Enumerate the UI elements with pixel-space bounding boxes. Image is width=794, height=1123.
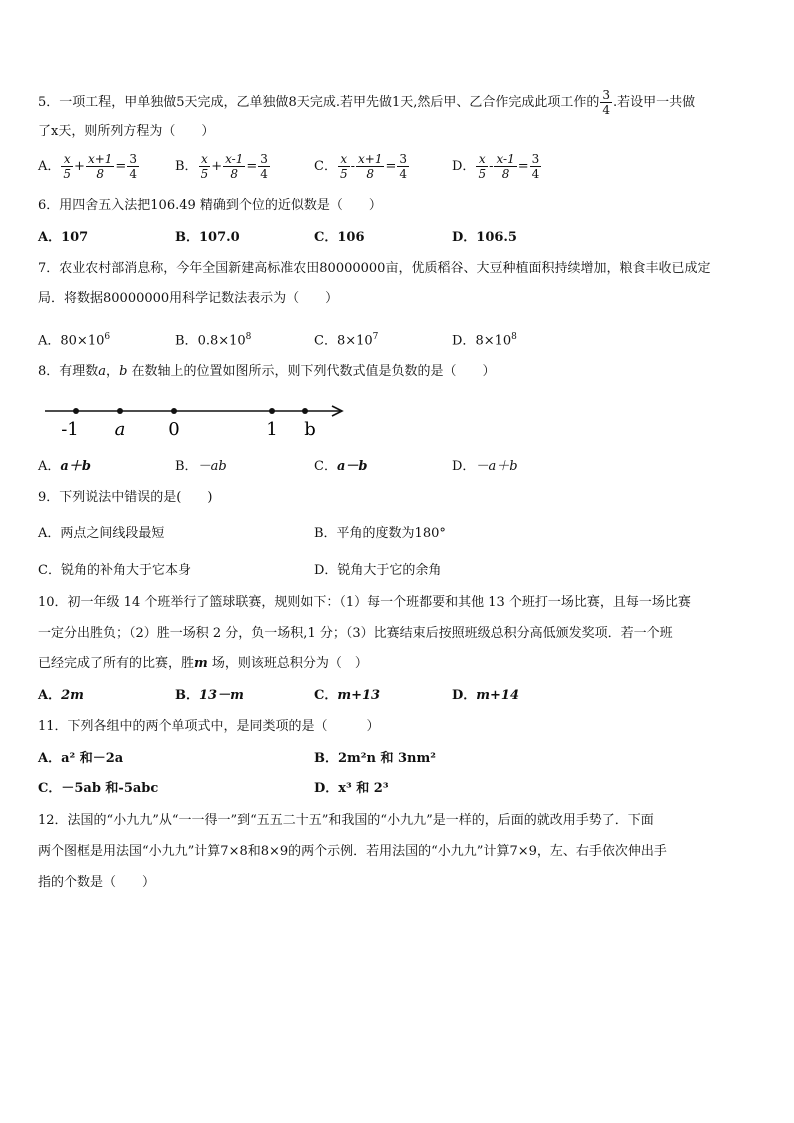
q7-line2: 局．将数据80000000用科学记数法表示为（ ） xyxy=(38,291,339,306)
q7-option-b: B．$0.8\times 10^8$ xyxy=(175,332,252,349)
q10-line2: 一定分出胜负；（2）胜一场积 2 分，负一场积,1 分；（3）比赛结束后按照班级总积分高低颁发奖项．若一个班 xyxy=(38,626,673,641)
q7-option-d: D．$8\times 10^8$ xyxy=(452,332,517,349)
point-neg-one xyxy=(73,408,79,414)
q10-line3: 已经完成了所有的比赛，胜m 场，则该班总积分为（ ） xyxy=(38,656,368,671)
label-a: a xyxy=(114,419,126,440)
q5-option-d: D． $\frac{x}{5}$ - $\frac{x-1}{8}$ = $\frac{3}{4}$ xyxy=(452,152,540,181)
q9-option-a: A．两点之间线段最短 xyxy=(38,526,165,541)
q6-option-a: A．107 xyxy=(38,230,89,245)
q10-option-c: C．m+13 xyxy=(314,688,381,703)
q7-line1: 7．农业农村部消息称，今年全国新建高标准农田80000000亩，优质稻谷、大豆种植面积持续增加，粮食丰收已成定 xyxy=(38,261,711,276)
q11-option-a: A．a² 和－2a xyxy=(38,751,124,766)
label-zero: 0 xyxy=(168,419,180,440)
q7-option-c: C．$8\times 10^7$ xyxy=(314,332,379,349)
q12-line1: 12．法国的“小九九”从“一一得一”到“五五二十五”和我国的“小九九”是一样的，后面的就改用手势了．下面 xyxy=(38,813,654,828)
q9-option-c: C．锐角的补角大于它本身 xyxy=(38,563,191,578)
q5-fraction: $\frac{3}{4}$ xyxy=(602,88,610,117)
q11-option-d: D．x³ 和 2³ xyxy=(314,781,389,796)
q5-option-b: B． $\frac{x}{5}$ + $\frac{x-1}{8}$ = $\frac{3}{4}$ xyxy=(175,152,268,181)
point-b xyxy=(302,408,308,414)
point-one xyxy=(269,408,275,414)
q6-option-c: C．106 xyxy=(314,230,365,245)
q8-stem: 8．有理数a，b 在数轴上的位置如图所示，则下列代数式值是负数的是（ ） xyxy=(38,364,496,379)
q10-option-d: D．m+14 xyxy=(452,688,520,703)
q10-option-b: B．13－m xyxy=(175,688,244,703)
q6-option-b: B．107.0 xyxy=(175,230,240,245)
q10-option-a: A．2m xyxy=(38,688,84,703)
q8-option-d: D．－a＋b xyxy=(452,459,518,474)
q9-option-d: D．锐角大于它的余角 xyxy=(314,563,442,578)
q7-option-a: A．$80\times 10^6$ xyxy=(38,332,111,349)
q9-stem: 9．下列说法中错误的是( ) xyxy=(38,490,213,505)
q5-option-c: C． $\frac{x}{5}$ - $\frac{x+1}{8}$ = $\frac{3}{4}$ xyxy=(314,152,408,181)
q6-option-d: D．106.5 xyxy=(452,230,517,245)
label-one: 1 xyxy=(266,419,278,440)
q11-option-c: C．－5ab 和-5abc xyxy=(38,781,159,796)
q5-line1 xyxy=(38,88,695,117)
point-a xyxy=(117,408,123,414)
q8-option-b: B．－ab xyxy=(175,459,227,474)
q5-text-b: .若设甲一共做 xyxy=(613,95,696,110)
q5-text-a: 5．一项工程，甲单独做5天完成，乙单独做8天完成.若甲先做1天,然后甲、乙合作完成此项工作的 xyxy=(38,95,600,110)
label-b: b xyxy=(304,419,316,440)
label-neg-one: -1 xyxy=(61,419,79,440)
q12-line3: 指的个数是（ ） xyxy=(38,875,156,890)
q5-line2: 了x天，则所列方程为（ ） xyxy=(38,124,215,139)
number-line-figure xyxy=(40,398,350,440)
q11-option-b: B．2m²n 和 3nm² xyxy=(314,751,436,766)
q8-option-a: A．a＋b xyxy=(38,459,91,474)
q5-option-a: A． $\frac{x}{5}$ + $\frac{x+1}{8}$ = $\frac{3}{4}$ xyxy=(38,152,137,181)
q6-stem: 6．用四舍五入法把106.49 精确到个位的近似数是（ ） xyxy=(38,198,382,213)
q10-line1: 10．初一年级 14 个班举行了篮球联赛，规则如下：（1）每一个班都要和其他 13 个班打一场比赛，且每一场比赛 xyxy=(38,595,691,610)
q11-stem: 11．下列各组中的两个单项式中，是同类项的是（ ） xyxy=(38,719,380,734)
q9-option-b: B．平角的度数为180° xyxy=(314,526,446,541)
q12-line2: 两个图框是用法国“小九九”计算7×8和8×9的两个示例．若用法国的“小九九”计算7×9，左、右手依次伸出手 xyxy=(38,844,667,859)
q8-option-c: C．a－b xyxy=(314,459,368,474)
point-zero xyxy=(171,408,177,414)
